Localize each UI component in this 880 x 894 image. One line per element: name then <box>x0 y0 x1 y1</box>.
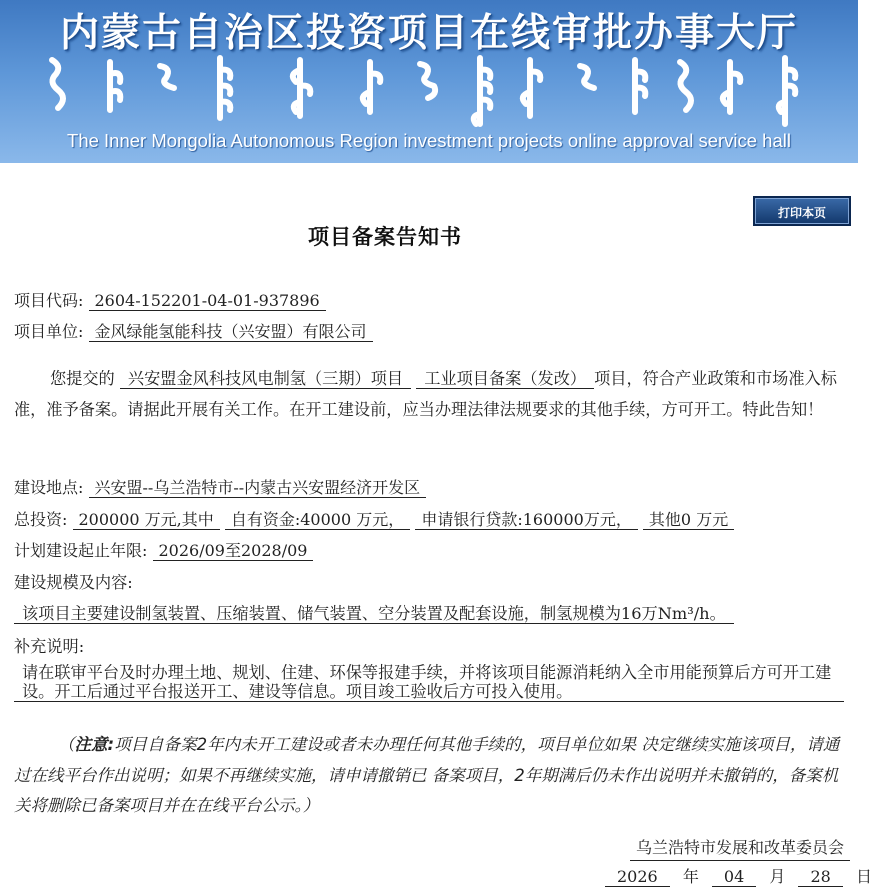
banner-english-title: The Inner Mongolia Autonomous Region investment projects online approval service hall <box>67 130 791 151</box>
investment-bank-loan: 申请银行贷款:160000万元， <box>415 510 637 530</box>
scale-value: 该项目主要建设制氢装置、压缩装置、储气装置、空分装置及配套设施，制氢规模为16万Nm³/h。 <box>14 604 734 624</box>
mongolian-script-logo <box>40 52 830 130</box>
issue-date <box>605 864 880 887</box>
date-day-unit: 日 <box>855 867 872 886</box>
location-row <box>14 478 426 498</box>
notice-prefix: 您提交的 <box>50 369 115 388</box>
notice-paragraph <box>14 364 844 425</box>
investment-self-funds: 自有资金:40000 万元， <box>225 510 410 530</box>
note-open-paren: （ <box>58 735 75 754</box>
document-title: 项目备案告知书 <box>308 224 462 249</box>
period-row <box>14 541 313 561</box>
project-code-row <box>14 291 326 311</box>
project-code-value: 2604-152201-04-01-937896 <box>89 291 326 311</box>
date-month: 04 <box>712 867 756 887</box>
scale-row <box>14 568 844 629</box>
project-unit-row <box>14 322 373 342</box>
note-label: 注意: <box>74 735 115 754</box>
project-code-label: 项目代码: <box>14 291 84 310</box>
banner-title: 内蒙古自治区投资项目在线审批办事大厅 <box>59 11 798 56</box>
date-year: 2026 <box>605 867 670 887</box>
supplement-value: 请在联审平台及时办理土地、规划、住建、环保等报建手续，并将该项目能源消耗纳入全市用能预算后方可开工建设。开工后通过平台报送开工、建设等信息。项目竣工验收后方可投入使用。 <box>14 663 844 702</box>
scale-label: 建设规模及内容: <box>14 573 133 592</box>
note-text: 项目自备案2年内未开工建设或者未办理任何其他手续的，项目单位如果 决定继续实施该项目，请通过在线平台作出说明；如果不再继续实施，请申请撤销已 备案项目，2年期满后仍未作出说明并未撤销的，备案机关将删除已备案项目并在在线平台公示。） <box>14 735 840 815</box>
period-value: 2026/09至2028/09 <box>153 541 314 561</box>
investment-label: 总投资: <box>14 510 68 529</box>
location-value: 兴安盟--乌兰浩特市--内蒙古兴安盟经济开发区 <box>89 478 427 498</box>
header-banner <box>0 0 858 163</box>
investment-total: 200000 万元,其中 <box>73 510 220 530</box>
location-label: 建设地点: <box>14 478 84 497</box>
project-unit-value: 金风绿能氢能科技（兴安盟）有限公司 <box>89 322 373 342</box>
filing-type: 工业项目备案（发改） <box>416 369 594 389</box>
project-name: 兴安盟金风科技风电制氢（三期）项目 <box>120 369 411 389</box>
investment-row <box>14 510 734 530</box>
attention-note <box>14 730 849 822</box>
supplement-row <box>14 632 844 707</box>
project-unit-label: 项目单位: <box>14 322 84 341</box>
date-month-unit: 月 <box>769 867 786 886</box>
period-label: 计划建设起止年限: <box>14 541 148 560</box>
notice-body: 项目，符合产业政策和市场准入标准，准予备案。请据此开展有关工作。在开工建设前，应当办理法律法规要求的其他手续，方可开工。特此告知！ <box>14 369 837 419</box>
date-year-unit: 年 <box>682 867 699 886</box>
date-day: 28 <box>798 867 842 887</box>
print-page-button[interactable]: 打印本页 <box>753 196 851 226</box>
investment-other: 其他0 万元 <box>643 510 734 530</box>
supplement-label: 补充说明: <box>14 637 85 656</box>
issuing-authority: 乌兰浩特市发展和改革委员会 <box>630 835 850 861</box>
